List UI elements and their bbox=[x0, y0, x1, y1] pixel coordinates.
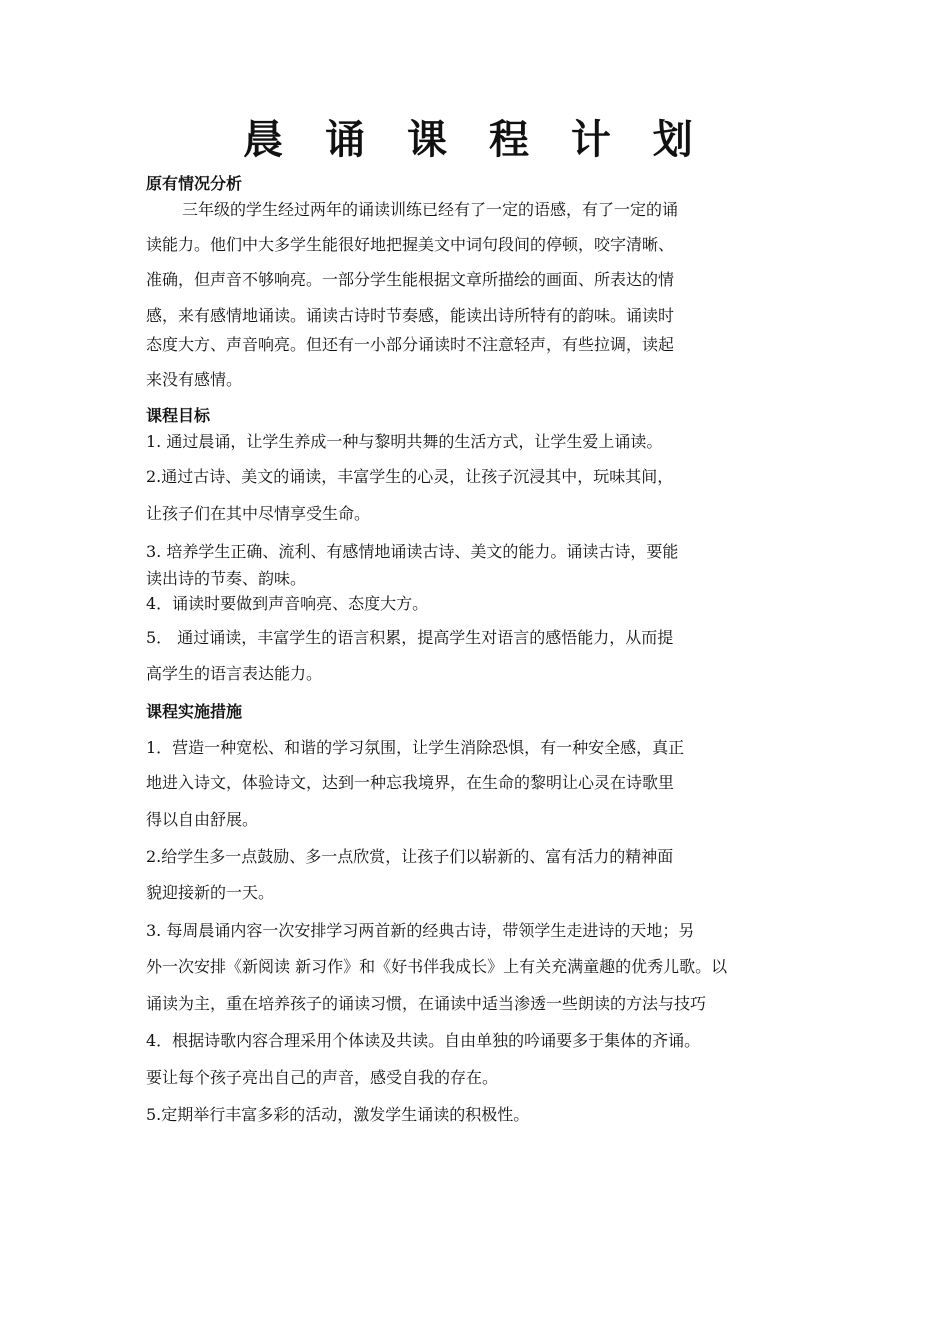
list-item: 4．诵读时要做到声音响亮、态度大方。 bbox=[146, 594, 429, 613]
list-item: 2.给学生多一点鼓励、多一点欣赏，让孩子们以崭新的、富有活力的精神面 bbox=[146, 847, 674, 866]
paragraph-line: 来没有感情。 bbox=[146, 370, 243, 389]
paragraph-line: 读能力。他们中大多学生能很好地把握美文中词句段间的停顿，咬字清晰、 bbox=[146, 235, 675, 254]
list-item: 3. 培养学生正确、流利、有感情地诵读古诗、美文的能力。诵读古诗，要能 bbox=[146, 542, 679, 561]
list-item: 5． 通过诵读，丰富学生的语言积累，提高学生对语言的感悟能力，从而提 bbox=[146, 628, 674, 647]
list-item: 貌迎接新的一天。 bbox=[146, 883, 275, 902]
list-item: 读出诗的节奏、韵味。 bbox=[146, 569, 307, 588]
list-item: 高学生的语言表达能力。 bbox=[146, 664, 323, 683]
paragraph-line: 感，来有感情地诵读。诵读古诗时节奏感，能读出诗所特有的韵味。诵读时 bbox=[146, 306, 675, 325]
list-item: 3. 每周晨诵内容一次安排学习两首新的经典古诗，带领学生走进诗的天地；另 bbox=[146, 921, 695, 940]
list-item: 地进入诗文，体验诗文，达到一种忘我境界，在生命的黎明让心灵在诗歌里 bbox=[146, 773, 675, 792]
section-heading-goals: 课程目标 bbox=[146, 406, 211, 425]
list-item: 让孩子们在其中尽情享受生命。 bbox=[146, 504, 371, 523]
paragraph-line: 三年级的学生经过两年的诵读训练已经有了一定的语感，有了一定的诵 bbox=[182, 200, 679, 219]
list-item: 得以自由舒展。 bbox=[146, 810, 259, 829]
paragraph-line: 准确，但声音不够响亮。一部分学生能根据文章所描绘的画面、所表达的情 bbox=[146, 270, 675, 289]
section-heading-situation: 原有情况分析 bbox=[146, 174, 243, 193]
list-item: 1．营造一种宽松、和谐的学习氛围，让学生消除恐惧，有一种安全感，真正 bbox=[146, 738, 685, 757]
list-item: 外一次安排《新阅读 新习作》和《好书伴我成长》上有关充满童趣的优秀儿歌。以 bbox=[146, 957, 728, 976]
list-item: 2.通过古诗、美文的诵读，丰富学生的心灵，让孩子沉浸其中，玩味其间， bbox=[146, 467, 674, 486]
paragraph-line: 态度大方、声音响亮。但还有一小部分诵读时不注意轻声，有些拉调，读起 bbox=[146, 335, 675, 354]
list-item: 4．根据诗歌内容合理采用个体读及共读。自由单独的吟诵要多于集体的齐诵。 bbox=[146, 1031, 701, 1050]
list-item: 诵读为主，重在培养孩子的诵读习惯，在诵读中适当渗透一些朗读的方法与技巧 bbox=[146, 994, 707, 1013]
document-title: 晨 诵 课 程 计 划 bbox=[243, 116, 707, 163]
list-item: 1. 通过晨诵，让学生养成一种与黎明共舞的生活方式，让学生爱上诵读。 bbox=[146, 432, 663, 451]
list-item: 5.定期举行丰富多彩的活动，激发学生诵读的积极性。 bbox=[146, 1105, 530, 1124]
list-item: 要让每个孩子亮出自己的声音，感受自我的存在。 bbox=[146, 1068, 499, 1087]
section-heading-measures: 课程实施措施 bbox=[146, 702, 243, 721]
